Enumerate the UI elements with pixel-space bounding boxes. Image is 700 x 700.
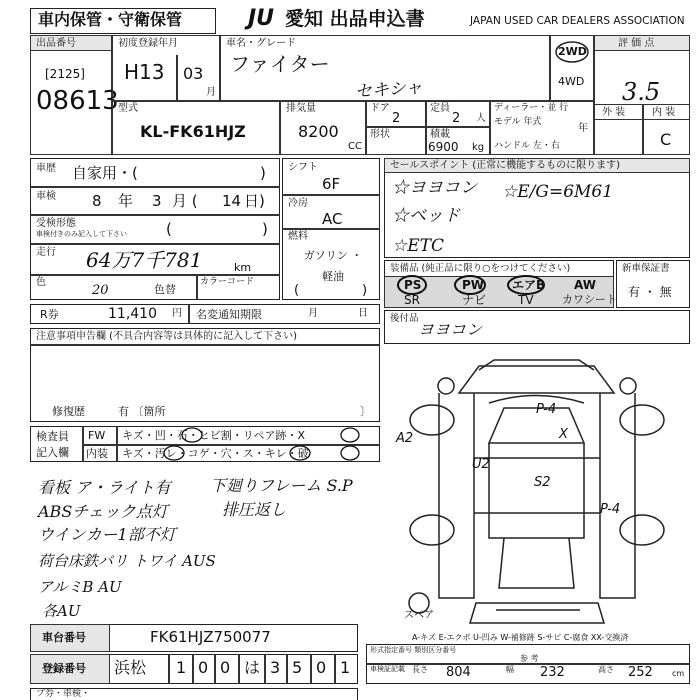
registration-label: 登録番号: [42, 662, 86, 675]
car-name-label: 車名・グレード: [226, 38, 296, 49]
history-value: 自家用・(: [72, 164, 138, 182]
color-code-label: カラーコード: [200, 277, 255, 287]
dealer-model-year: モデル 年式: [494, 117, 542, 127]
grade-ext-label: 外 装: [602, 107, 626, 118]
reg-digit-6: 0: [316, 658, 327, 677]
aircon-label: 冷房: [288, 198, 308, 209]
sales-point-2: ☆E/G=6M61: [502, 182, 614, 202]
dims-length: 804: [446, 665, 471, 680]
displacement-label: 排気量: [286, 103, 316, 114]
inspector-int-text: キズ・汚レ・コゲ・穴・ス・キレ・破: [122, 447, 309, 460]
inspection-day-close: 日): [244, 192, 265, 210]
shape-label: 形状: [370, 129, 390, 140]
hand-note-5: アルミB AU: [38, 578, 122, 596]
dealer-year-unit: 年: [578, 123, 588, 134]
fuel-value: ガソリン ・ 軽油: [303, 249, 363, 283]
car-name-hand-note: セキシャ: [354, 77, 424, 103]
name-change-month: 月: [308, 308, 318, 319]
dims-height-label: 高さ: [598, 665, 614, 674]
recycle-label: R券: [40, 308, 59, 321]
first-reg-year: H13: [124, 60, 165, 84]
sales-point-1: ☆ヨヨコン: [392, 178, 477, 198]
lot-number: 08613: [36, 86, 119, 116]
reg-digit-1: 1: [176, 658, 187, 677]
recycle-value: 11,410: [108, 306, 157, 322]
fuel-label: 燃料: [288, 231, 308, 242]
hand-note-4: 荷台床鉄バリ トワイ AUS: [38, 552, 216, 570]
dims-height: 252: [628, 665, 653, 680]
new-warranty-label: 新車保証書: [622, 263, 670, 274]
color-label: 色: [36, 277, 46, 288]
load-unit: kg: [472, 142, 485, 153]
reg-digit-7: 1: [340, 658, 351, 677]
first-reg-month: 03: [183, 64, 204, 83]
aircon-value: AC: [322, 210, 343, 228]
hand-note-right-2: 排圧返し: [222, 500, 287, 519]
equip-sr: SR: [404, 293, 420, 307]
acceptance-note: 車検付きのみ記入して下さい: [36, 230, 127, 238]
first-reg-month-unit: 月: [206, 87, 216, 98]
equip-airbag: エアB: [512, 278, 546, 292]
acceptance-label: 受検形態: [36, 218, 76, 229]
inspector-int: 内装: [86, 447, 108, 460]
capacity-value: 2: [452, 111, 461, 126]
inspection-label: 車検: [36, 191, 56, 202]
diagram-mark-p4-top: P-4: [536, 402, 557, 417]
equipment-label: 装備品 (純正品に限り○をつけてください): [390, 263, 571, 274]
equip-ps: PS: [404, 278, 422, 292]
hand-note-3: ウインカー1部不灯: [38, 525, 176, 544]
doors-label: ドア: [370, 103, 390, 114]
reg-digit-3: 0: [220, 658, 231, 677]
inspector-label-2: 記入欄: [36, 446, 69, 459]
car-name: ファイター: [230, 52, 330, 76]
hand-note-6: 各AU: [42, 602, 81, 620]
bottom-cut-text: プ券・車検・: [36, 689, 91, 699]
acceptance-close: ): [262, 220, 268, 238]
color-change-label: 色替: [154, 283, 176, 296]
equip-tv: TV: [518, 293, 534, 307]
shift-label: シフト: [288, 162, 318, 173]
recycle-unit: 円: [172, 308, 182, 319]
dims-reg-label: 車検証記載: [370, 665, 405, 673]
lot-label: 出品番号: [36, 38, 76, 49]
diagram-legend: A-キズ E-エクボ U-凹み W-補修跡 S-サビ C-腐食 XX-交換済: [412, 633, 629, 642]
ju-logo: JU: [248, 6, 275, 31]
lot-sub: [2125]: [45, 67, 85, 81]
inspector-marks-icon: [150, 424, 380, 464]
dims-width-label: 幅: [506, 665, 514, 674]
storage-note: 車内保管・守衛保管: [38, 10, 183, 29]
four-wd: 4WD: [558, 75, 585, 88]
hand-note-right-1: 下廻りフレーム S.P: [210, 476, 353, 495]
load-label: 積載: [430, 129, 450, 140]
inspector-fw: FW: [88, 429, 106, 442]
diagram-mark-u2: U2: [472, 457, 490, 472]
first-reg-label: 初度登録年月: [118, 38, 178, 49]
hand-note-1: 看板 ア・ライト有: [38, 478, 171, 497]
model-value: KL-FK61HJZ: [140, 122, 246, 141]
association-name: JAPAN USED CAR DEALERS ASSOCIATION: [470, 15, 685, 27]
name-change-day: 日: [358, 308, 368, 319]
equip-pw: PW: [462, 278, 485, 292]
hand-note-2: ABSチェック点灯: [38, 502, 168, 521]
acceptance-open: (: [166, 220, 172, 238]
model-label: 型式: [118, 103, 138, 114]
dealer-handle: ハンドル 左・右: [494, 141, 560, 151]
sales-points-label: セールスポイント (正常に機能するものに限ります): [390, 160, 621, 171]
dims-cert-label: 形式指定番号 類別区分番号: [370, 646, 457, 654]
equipment-circles-icon: [384, 270, 614, 300]
mileage-unit: km: [234, 261, 252, 274]
inspection-year-unit: 年: [118, 192, 134, 210]
displacement-unit: CC: [348, 141, 362, 152]
mileage-value: 64万7千781: [86, 248, 203, 272]
displacement-value: 8200: [298, 122, 339, 141]
two-wd: 2WD: [558, 45, 587, 58]
inspection-month: 3: [152, 192, 162, 210]
inspection-day: 14: [222, 192, 242, 210]
chassis-value: FK61HJZ750077: [150, 628, 271, 646]
vehicle-damage-diagram: [384, 348, 690, 638]
grade-int-label: 内 装: [652, 107, 676, 118]
new-warranty-value: 有 ・ 無: [628, 285, 672, 299]
inspection-month-unit: 月 (: [172, 192, 198, 210]
load-value: 6900: [428, 140, 459, 154]
sales-point-4: ☆ETC: [392, 236, 444, 256]
diagram-mark-x: X: [559, 427, 568, 442]
equip-navi: ナビ: [462, 293, 487, 307]
chassis-label: 車台番号: [42, 631, 86, 644]
form-title: 愛知 出品申込書: [285, 8, 425, 30]
equip-kawa-seat: カワシート: [562, 293, 617, 306]
reg-digit-5: 5: [292, 658, 303, 677]
capacity-label: 定員: [430, 103, 450, 114]
diagram-spare-label: スペア: [404, 610, 434, 621]
registration-area: 浜松: [114, 658, 147, 677]
grade-int-value: C: [660, 130, 672, 149]
inspector-fw-text: キズ・凹・石・ヒビ割・リペア跡・X: [122, 429, 306, 442]
name-change-label: 名変通知期限: [196, 308, 262, 321]
dims-unit: cm: [672, 669, 685, 678]
color-value: 20: [92, 283, 109, 298]
sales-point-3: ☆ベッド: [392, 206, 460, 226]
reg-digit-2: 0: [198, 658, 209, 677]
grade-label: 評 価 点: [618, 38, 655, 49]
inspector-label-1: 検査員: [36, 430, 69, 443]
rear-label: 後付品: [390, 313, 419, 324]
diagram-mark-s2: S2: [534, 475, 551, 490]
notes-label: 注意事項申告欄 (不具合内容等は具体的に記入して下さい): [36, 331, 297, 342]
diagram-mark-p4-side: P-4: [600, 502, 621, 517]
equip-aw: AW: [574, 278, 596, 292]
history-close: ): [260, 164, 266, 182]
shift-value: 6F: [322, 175, 341, 193]
diagram-mark-a2: A2: [396, 431, 414, 446]
repair-value: 有 〔箇所: [118, 405, 166, 418]
inspection-year: 8: [92, 192, 102, 210]
history-label: 車歴: [36, 163, 56, 174]
repair-label: 修復歴: [52, 405, 85, 418]
dims-length-label: 長さ: [412, 665, 428, 674]
dims-width: 232: [540, 665, 565, 680]
capacity-unit: 人: [476, 113, 486, 124]
rear-value: ヨヨコン: [418, 320, 483, 339]
repair-close: 〕: [360, 405, 371, 418]
dealer-label: ディーラー・並 行: [494, 103, 569, 113]
grade-score: 3.5: [622, 78, 661, 106]
reg-kana: は: [244, 658, 261, 677]
reg-digit-4: 3: [270, 658, 281, 677]
mileage-label: 走行: [36, 247, 56, 258]
doors-value: 2: [392, 111, 401, 126]
dims-ref: 参 考: [520, 654, 539, 663]
